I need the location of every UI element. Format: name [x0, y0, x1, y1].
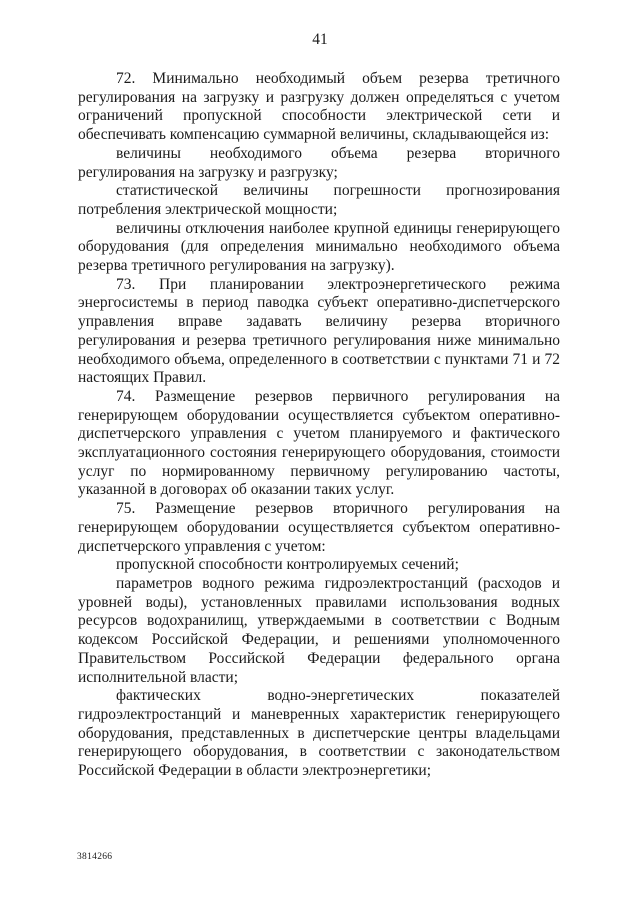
list-item-largest-unit: величины отключения наиболее крупной единицы генерирующего оборудования (для определения минимально необходимого объема резерва третичного регулирования на загрузку).: [78, 219, 560, 275]
paragraph-75: 75. Размещение резервов вторичного регулирования на генерирующем оборудовании осуществляется субъектом оперативно-диспетчерского управления с учетом:: [78, 500, 560, 555]
paragraph-74: 74. Размещение резервов первичного регулирования на генерирующем оборудовании осуществляется субъектом оперативно-диспетчерского управления с учетом планируемого и фактического эксплуатационного состояния генерирующего оборудования, стоимости услуг по нормированному первичному регулированию частоты, указанной в договорах об оказании таких услуг.: [78, 387, 560, 499]
paragraph-73: 73. При планировании электроэнергетического режима энергосистемы в период паводка субъект оперативно-диспетчерского управления вправе задавать величину резерва вторичного регулирования и резерва третичного регулирования ниже минимально необходимого объема, определенного в соответствии с пунктами 71 и 72 настоящих Правил.: [78, 275, 560, 387]
list-item-hydro-indicators: фактических водно-энергетических показателей гидроэлектростанций и маневренных характеристик генерирующего оборудования, представленных в диспетчерские центры владельцами генерирующего оборудования, в соответствии с законодательством Российской Федерации в области электроэнергетики;: [78, 687, 560, 780]
document-code: 3814266: [77, 852, 113, 862]
list-item-secondary-reserve: величины необходимого объема резерва вторичного регулирования на загрузку и разгрузку;: [78, 144, 560, 181]
list-item-section-capacity: пропускной способности контролируемых сечений;: [116, 556, 459, 574]
page-number: 41: [312, 31, 328, 48]
list-item-water-regime: параметров водного режима гидроэлектростанций (расходов и уровней воды), установленных правилами использования водных ресурсов водохранилищ, утверждаемыми в соответствии с Водным кодексом Российской Федерации, и решениями уполномоченного Правительством Российской Федерации федерального органа исполнительной власти;: [78, 574, 560, 686]
list-item-forecast-error: статистической величины погрешности прогнозирования потребления электрической мощности;: [78, 182, 560, 218]
paragraph-72: 72. Минимально необходимый объем резерва третичного регулирования на загрузку и разгрузку должен определяться с учетом ограничений пропускной способности электрической сети и обеспечивать компенсацию суммарной величины, складывающейся из:: [78, 70, 560, 144]
document-body: [78, 70, 560, 781]
